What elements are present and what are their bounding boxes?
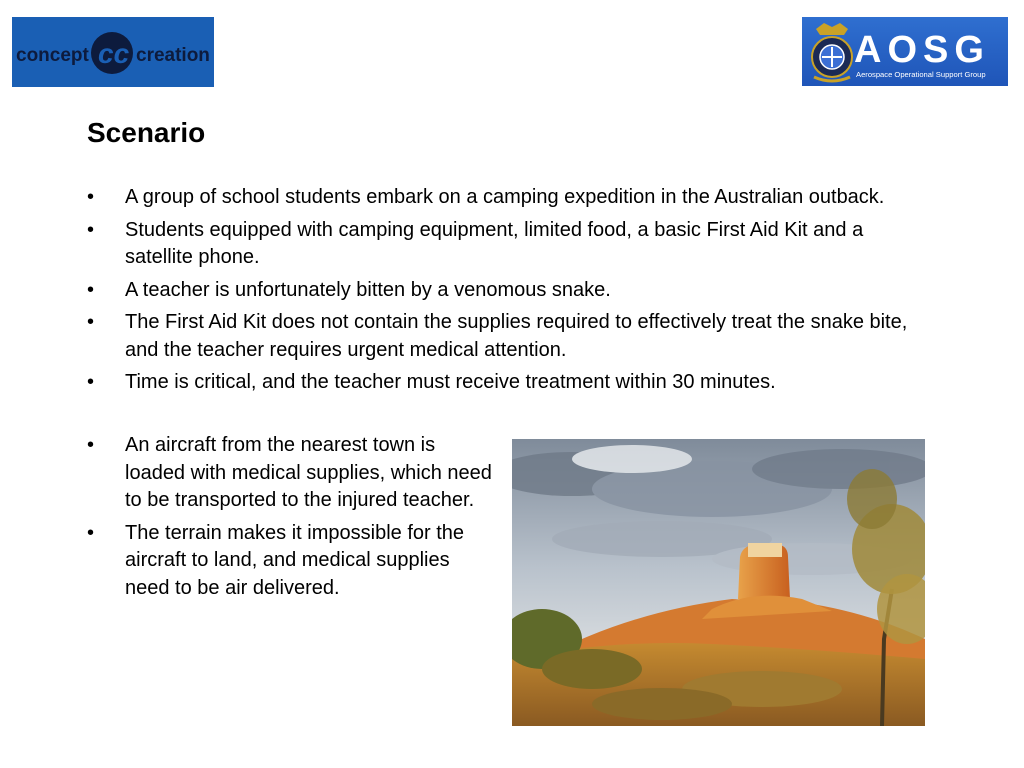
bullet-item [87, 432, 495, 515]
bullet-item [87, 277, 909, 305]
bullet-text: A teacher is unfortunately bitten by a venomous snake. [125, 278, 611, 301]
logo-text-creation: creation [136, 45, 210, 66]
bullet-item [87, 217, 909, 272]
bullet-list-top [87, 184, 909, 402]
bullet-text: Students equipped with camping equipment, limited food, a basic First Aid Kit and a satellite phone. [125, 218, 864, 268]
bullet-text: The terrain makes it impossible for the aircraft to land, and medical supplies need to be air delivered. [125, 521, 465, 599]
aosg-acronym: AOSG [854, 29, 990, 71]
slide-title: Scenario [87, 117, 206, 148]
bullet-dot: • [87, 218, 95, 241]
bullet-dot: • [87, 278, 95, 301]
logo-mark-text: cc [98, 38, 130, 69]
bullet-item [87, 309, 909, 364]
cc-logo-mark-icon [91, 32, 133, 74]
bullet-item [87, 184, 909, 212]
outback-photo [512, 439, 925, 726]
bullet-text: An aircraft from the nearest town is loaded with medical supplies, which need to be transported to the injured teacher. [125, 434, 492, 511]
concept-creation-logo [12, 17, 214, 87]
bullet-item [87, 520, 495, 603]
bullet-text: The First Aid Kit does not contain the supplies required to effectively treat the snake bite, and the teacher requires urgent medical attention. [125, 311, 908, 361]
bullet-text: A group of school students embark on a camping expedition in the Australian outback. [125, 186, 885, 208]
bullet-dot: • [87, 371, 95, 393]
bullet-dot: • [87, 434, 95, 456]
bullet-dot: • [87, 521, 95, 544]
bullet-text: Time is critical, and the teacher must receive treatment within 30 minutes. [125, 371, 776, 393]
bullet-dot: • [87, 311, 95, 333]
bullet-item [87, 369, 909, 397]
bullet-list-bottom [87, 432, 495, 607]
aosg-subtitle: Aerospace Operational Support Group [856, 70, 986, 79]
bullet-dot: • [87, 186, 95, 208]
logo-text-concept: concept [16, 45, 89, 66]
aosg-logo [802, 17, 1008, 86]
aosg-crest-icon [812, 23, 852, 81]
